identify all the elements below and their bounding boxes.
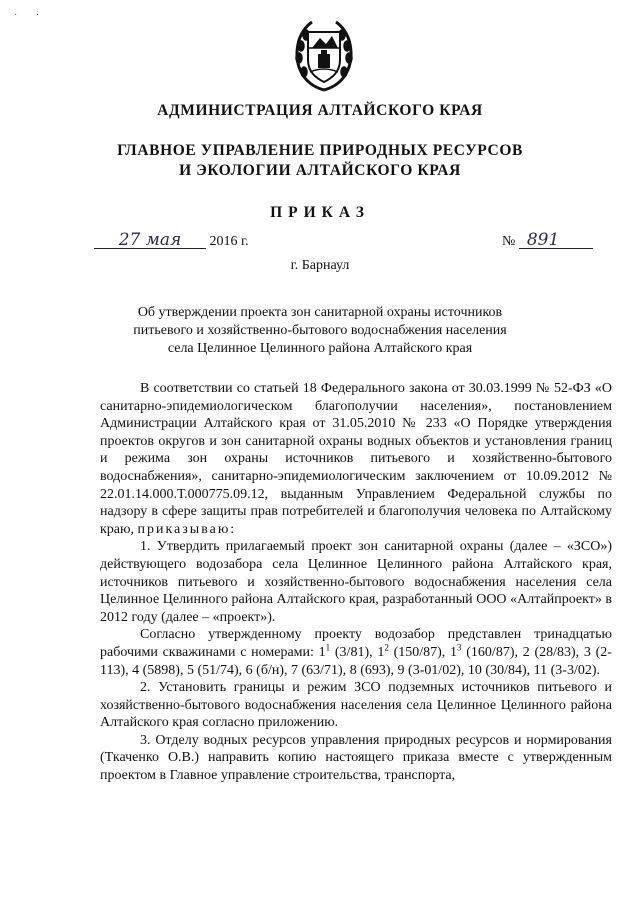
wells-sup: 3: [457, 642, 462, 653]
document-date: [94, 232, 249, 250]
wells-sup: 1: [325, 642, 331, 653]
subject-line: питьевого и хозяйственно-бытового водоснабжения населения: [133, 323, 507, 338]
handwritten-number: 891: [519, 232, 593, 249]
subject-line: села Целинное Целинного района Алтайского края: [167, 341, 473, 356]
wells-text-a: (3/81), 1: [330, 644, 385, 660]
department-title-line1: ГЛАВНОЕ УПРАВЛЕНИЕ ПРИРОДНЫХ РЕСУРСОВ: [117, 142, 523, 159]
department-title-line2: И ЭКОЛОГИИ АЛТАЙСКОГО КРАЯ: [179, 162, 461, 179]
wells-intro: Согласно утвержденному проекту водозабор представлен тринадцатью рабочими скважинами с номерами: 1: [100, 627, 612, 660]
number-label: №: [502, 234, 516, 249]
order-word: приказываю:: [137, 521, 237, 537]
item-3: 3. Отделу водных ресурсов управления природных ресурсов и нормирования (Ткаченко О.В.) направить копию настоящего приказа вместе с утвержденным проектом в Главное управление строительства, транспорта,: [100, 732, 612, 784]
altai-coat-of-arms-icon: [292, 18, 356, 92]
document-type: ПРИКАЗ: [270, 204, 370, 221]
wells-text-b: (150/87), 1: [388, 644, 458, 660]
wells-paragraph: [100, 626, 612, 679]
intro-text: В соответствии со статьей 18 Федерального закона от 30.03.1999 № 52-ФЗ «О санитарно-эпидемиологическом благополучии населения», постановлением Администрации Алтайского края от 31.05.2010 № 233 «О Порядке утверждения проектов округов и зон санитарной охраны водных объектов и установления границ и режима зон охраны источников питьевого и хозяйственно-бытового водоснабжения», санитарно-эпидемиологическим заключением от 10.09.2012 № 22.01.14.000.Т.000775.09.12, выданным Управлением Федеральной службы по надзору в сфере защиты прав потребителей и благополучия человека по Алтайскому краю,: [100, 381, 612, 537]
document-number: [502, 232, 593, 250]
scan-specks: · ·: [14, 10, 48, 21]
document-year: 2016 г.: [209, 234, 249, 249]
wells-text-c: (160/87), 2 (28/83), 3 (2-113), 4 (5898), 5 (51/74), 6 (б/н), 7 (63/71), 8 (693), 9 (3-01/02), 10 (30/84), 11 (3-3/02).: [100, 644, 612, 678]
department-title: [0, 141, 640, 181]
item-1: 1. Утвердить прилагаемый проект зон санитарной охраны (далее – «ЗСО») действующего водозабора села Целинное Целинного района Алтайского края, источников питьевого и хозяйственно-бытового водоснабжения населения села Целинное Целинного района Алтайского края, разработанный ООО «Алтайпроект» в 2012 году (далее – «проект»).: [100, 539, 612, 625]
handwritten-date: 27 мая: [94, 232, 206, 249]
intro-paragraph: [100, 380, 612, 538]
subject-line: Об утверждении проекта зон санитарной охраны источников: [137, 305, 503, 320]
document-city: г. Барнаул: [290, 258, 350, 273]
item-2: 2. Установить границы и режим ЗСО подземных источников питьевого и хозяйственно-бытового водоснабжения населения села Целинное Целинного района Алтайского края согласно приложению.: [100, 680, 612, 731]
organization-title: АДМИНИСТРАЦИЯ АЛТАЙСКОГО КРАЯ: [157, 102, 483, 119]
document-body: [100, 380, 612, 785]
wells-sup: 2: [384, 642, 389, 653]
document-subject: [110, 304, 530, 358]
